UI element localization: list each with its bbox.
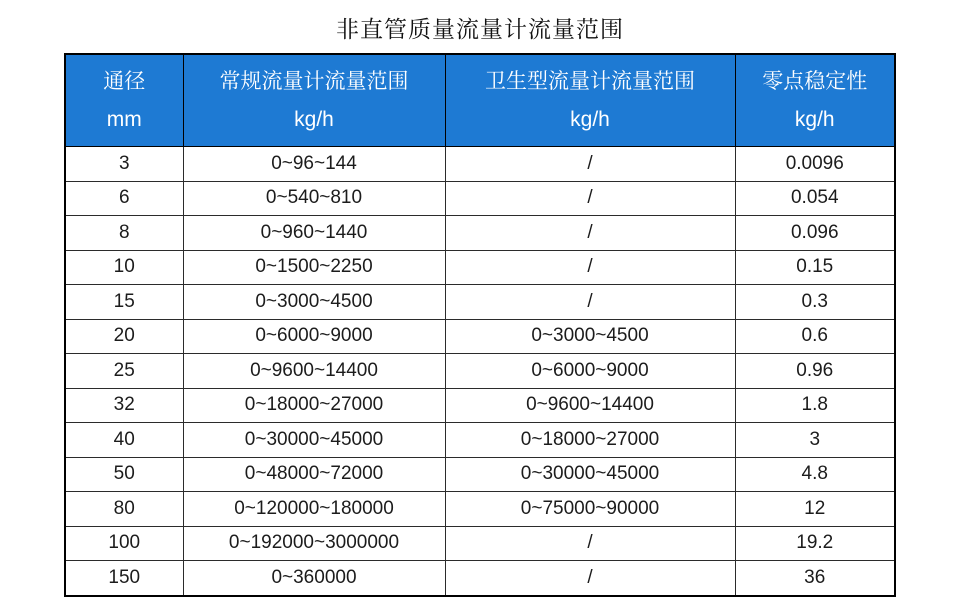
table-cell: / — [445, 181, 735, 216]
table-cell: 10 — [65, 250, 183, 285]
table-cell: 0.054 — [735, 181, 895, 216]
column-header-line2: kg/h — [294, 107, 334, 131]
table-cell: 1.8 — [735, 388, 895, 423]
table-cell: 0~6000~9000 — [183, 319, 445, 354]
table-cell: 0~9600~14400 — [183, 354, 445, 389]
table-cell: 0~1500~2250 — [183, 250, 445, 285]
table-row — [65, 181, 895, 216]
table-cell: 0.096 — [735, 216, 895, 251]
column-header-line2: kg/h — [794, 107, 835, 131]
table-row — [65, 457, 895, 492]
table-cell: 40 — [65, 423, 183, 458]
table-cell: 4.8 — [735, 457, 895, 492]
table-cell: 0~192000~3000000 — [183, 526, 445, 561]
table-cell: 3 — [735, 423, 895, 458]
table-cell: / — [445, 526, 735, 561]
table-cell: 0~18000~27000 — [183, 388, 445, 423]
table-cell: 0~960~1440 — [183, 216, 445, 251]
table-cell: 32 — [65, 388, 183, 423]
page-title: 非直管质量流量计流量范围 — [336, 16, 624, 42]
column-header-1 — [183, 54, 445, 147]
table-row — [65, 354, 895, 389]
table-cell: 0~18000~27000 — [445, 423, 735, 458]
table-cell: 0~30000~45000 — [445, 457, 735, 492]
table-cell: 0.0096 — [735, 147, 895, 182]
header-row — [65, 54, 895, 147]
column-header-line1: 通径 — [103, 69, 146, 93]
table-cell: 0~9600~14400 — [445, 388, 735, 423]
table-cell: 0~360000 — [183, 561, 445, 596]
table-cell: / — [445, 250, 735, 285]
column-header-0 — [65, 54, 183, 147]
table-cell: 8 — [65, 216, 183, 251]
table-cell: 0.3 — [735, 285, 895, 320]
table-cell: 19.2 — [735, 526, 895, 561]
table-cell: 0~540~810 — [183, 181, 445, 216]
column-header-2 — [445, 54, 735, 147]
table-cell: 0~48000~72000 — [183, 457, 445, 492]
page — [0, 11, 960, 597]
table-cell: 0~120000~180000 — [183, 492, 445, 527]
table-row — [65, 250, 895, 285]
flow-range-table — [64, 53, 896, 597]
table-cell: / — [445, 147, 735, 182]
table-cell: / — [445, 561, 735, 596]
table-cell: 0~3000~4500 — [183, 285, 445, 320]
table-row — [65, 216, 895, 251]
table-body — [65, 147, 895, 596]
table-cell: 100 — [65, 526, 183, 561]
table-header — [65, 54, 895, 147]
table-cell: 3 — [65, 147, 183, 182]
table-row — [65, 561, 895, 596]
table-cell: 36 — [735, 561, 895, 596]
table-cell: 25 — [65, 354, 183, 389]
table-cell: 150 — [65, 561, 183, 596]
table-row — [65, 526, 895, 561]
table-cell: 6 — [65, 181, 183, 216]
table-cell: 0.6 — [735, 319, 895, 354]
table-row — [65, 423, 895, 458]
table-cell: / — [445, 216, 735, 251]
table-cell: 80 — [65, 492, 183, 527]
column-header-3 — [735, 54, 895, 147]
column-header-line1: 常规流量计流量范围 — [219, 69, 409, 93]
table-cell: 0.96 — [735, 354, 895, 389]
column-header-line1: 卫生型流量计流量范围 — [485, 69, 695, 93]
table-row — [65, 388, 895, 423]
table-cell: / — [445, 285, 735, 320]
table-row — [65, 285, 895, 320]
table-cell: 50 — [65, 457, 183, 492]
column-header-line2: kg/h — [570, 107, 610, 131]
table-cell: 0~30000~45000 — [183, 423, 445, 458]
table-cell: 0~96~144 — [183, 147, 445, 182]
table-row — [65, 492, 895, 527]
table-cell: 0~75000~90000 — [445, 492, 735, 527]
table-row — [65, 319, 895, 354]
table-cell: 20 — [65, 319, 183, 354]
table-cell: 0~6000~9000 — [445, 354, 735, 389]
table-cell: 0.15 — [735, 250, 895, 285]
table-cell: 12 — [735, 492, 895, 527]
column-header-line2: mm — [106, 107, 142, 131]
table-row — [65, 147, 895, 182]
table-cell: 0~3000~4500 — [445, 319, 735, 354]
table-cell: 15 — [65, 285, 183, 320]
column-header-line1: 零点稳定性 — [762, 69, 868, 93]
